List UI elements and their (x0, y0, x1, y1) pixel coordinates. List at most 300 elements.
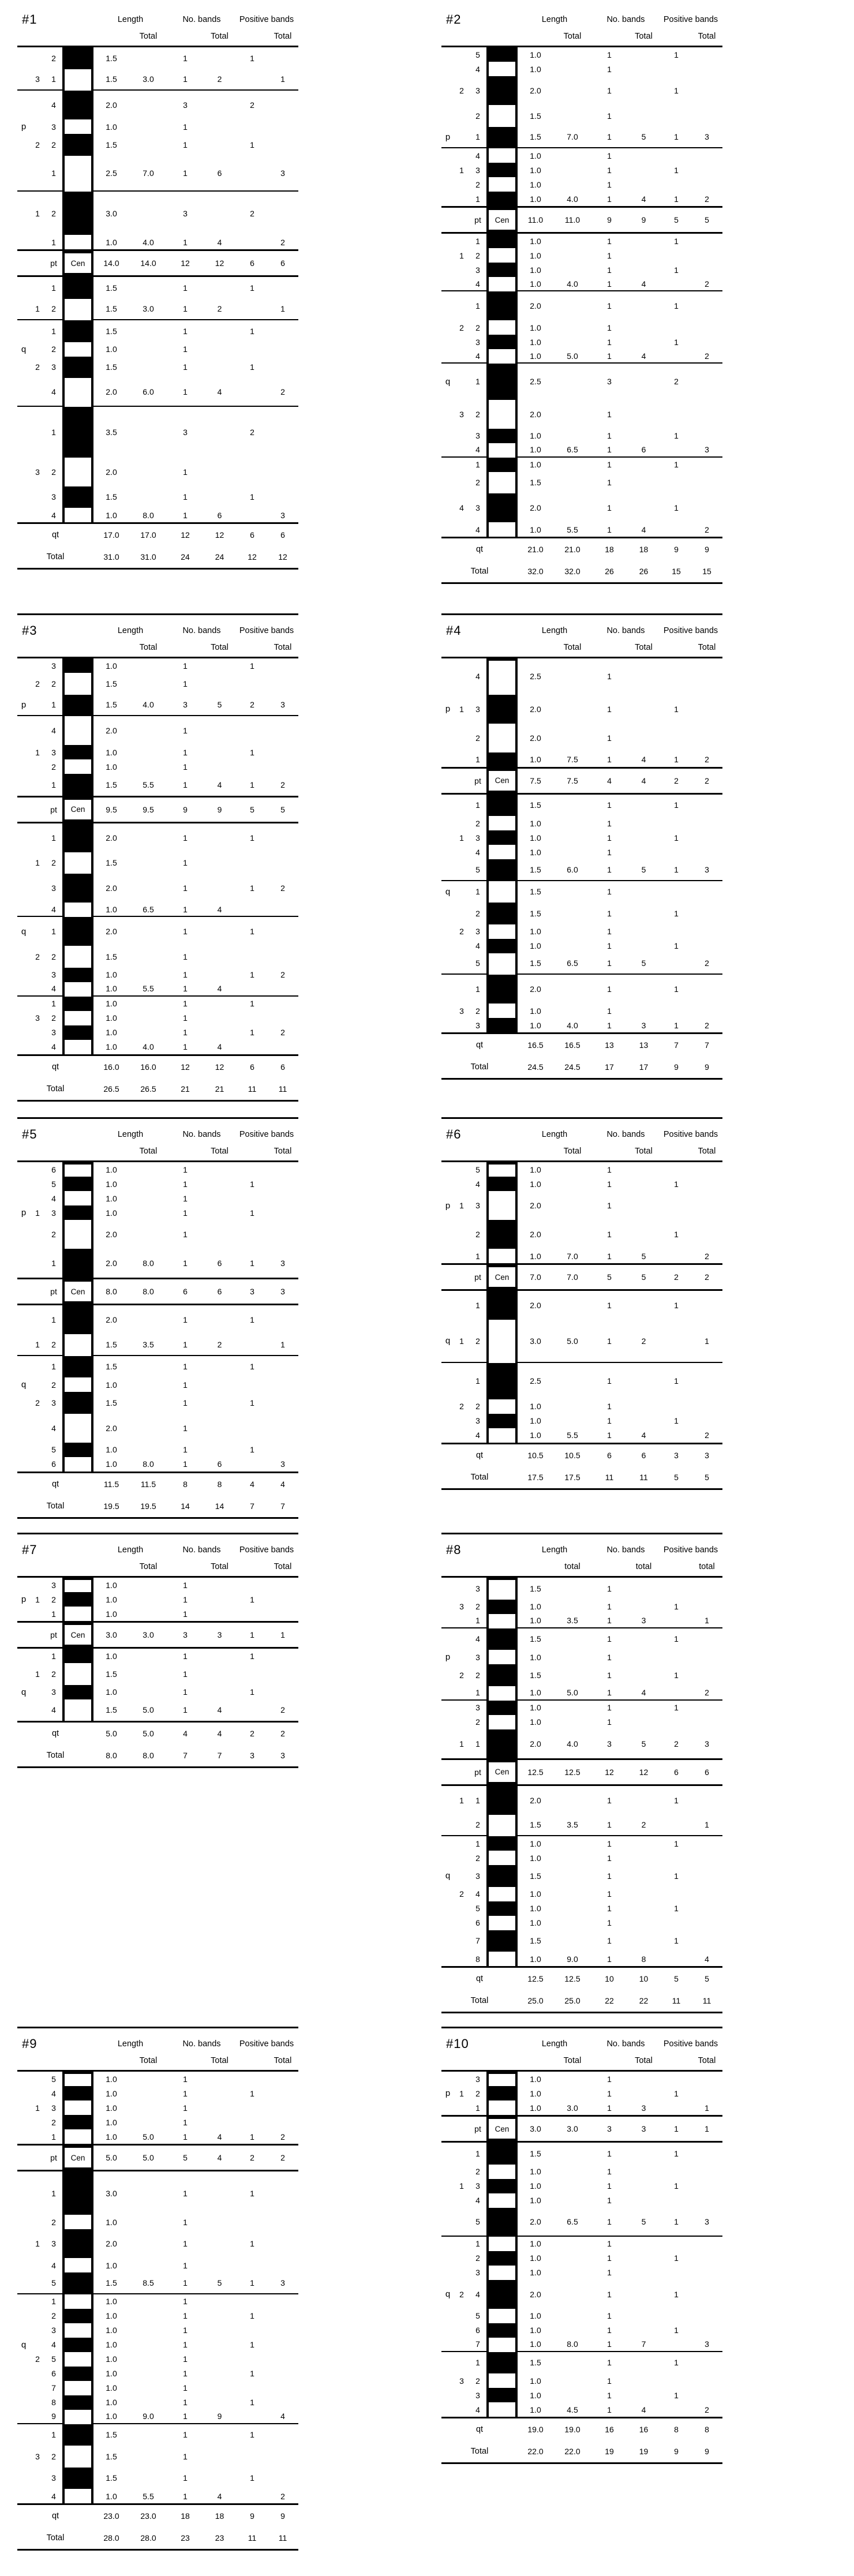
band-label: 5 (475, 50, 480, 59)
cell-length: 2.0 (106, 387, 117, 396)
row-values (93, 874, 298, 903)
cell-positive-bands: 11 (248, 1084, 257, 1094)
pt-label: pt (50, 804, 57, 814)
band-label: 1 (475, 460, 480, 469)
subheader-row (17, 640, 298, 655)
band-row (441, 1320, 722, 1363)
row-labels (441, 335, 486, 349)
no-bands-header: No. bands (182, 2039, 221, 2049)
region-label: 1 (459, 704, 464, 714)
total-row (441, 1056, 722, 1080)
band-label: 1 (475, 1251, 480, 1261)
band-row (17, 903, 298, 917)
band-label: 4 (475, 672, 480, 682)
cell-length-total: 3.0 (567, 2124, 578, 2133)
cell-positive-bands: 1 (250, 833, 254, 843)
row-labels (17, 486, 62, 508)
row-labels (441, 429, 486, 443)
cell-length: 2.0 (106, 1423, 117, 1433)
cell-no-bands-total: 4 (217, 984, 222, 993)
cell-no-bands: 1 (607, 1230, 612, 1239)
row-labels (17, 235, 62, 249)
ideogram-band-dark (486, 47, 518, 62)
row-labels (441, 1220, 486, 1249)
cell-length: 1.0 (530, 1889, 541, 1899)
band-label: 6 (51, 2369, 56, 2378)
cell-length: 3.0 (106, 2188, 117, 2198)
row-values (93, 2505, 298, 2527)
region-label: 1 (35, 1669, 40, 1679)
cell-no-bands: 1 (607, 431, 612, 440)
column-headers (518, 626, 722, 635)
cell-length: 2.5 (530, 377, 541, 387)
band-label: 1 (475, 1301, 480, 1310)
cell-length-total: 6.0 (567, 864, 578, 874)
row-values (518, 1018, 722, 1032)
ideogram-band-light (62, 1220, 93, 1249)
row-values (93, 1249, 298, 1278)
row-values (93, 1723, 298, 1744)
ideogram-band-dark (62, 277, 93, 299)
ideogram-band-dark (62, 1443, 93, 1457)
band-row (17, 2258, 298, 2272)
band-label: 8 (475, 1954, 480, 1964)
cell-no-bands: 19 (605, 2447, 614, 2456)
cell-no-bands-total: 4 (217, 1042, 222, 1051)
cell-positive-bands: 2 (250, 1729, 254, 1738)
band-row (441, 277, 722, 291)
cell-length: 1.0 (106, 904, 117, 914)
ideogram-band-dark (486, 752, 518, 767)
row-values (518, 349, 722, 364)
cell-positive-bands: 3 (250, 1287, 254, 1296)
cell-no-bands: 12 (181, 259, 190, 268)
cell-no-bands: 1 (183, 2311, 188, 2320)
band-label: 2 (475, 1602, 480, 1611)
row-labels (441, 127, 486, 149)
band-row (441, 127, 722, 149)
row-values (93, 1056, 298, 1078)
row-values (518, 769, 722, 793)
cell-length: 1.0 (106, 747, 117, 757)
band-row (17, 2323, 298, 2338)
row-values (518, 208, 722, 232)
cell-positive-bands: 2 (674, 1739, 679, 1748)
band-label: 2 (475, 1336, 480, 1346)
qt-row-label: qt (51, 2511, 59, 2521)
band-row (441, 1162, 722, 1177)
band-label: 3 (475, 1416, 480, 1425)
cell-no-bands: 18 (181, 2511, 190, 2521)
cell-no-bands: 1 (607, 1376, 612, 1386)
cell-no-bands: 1 (607, 111, 612, 121)
row-values (93, 2367, 298, 2381)
row-labels (441, 2402, 486, 2417)
row-values (93, 1191, 298, 1205)
cell-positive-bands: 1 (674, 132, 679, 142)
cell-positive-bands-total: 3 (280, 1459, 285, 1469)
ideogram-band-light (62, 982, 93, 997)
row-labels (441, 1004, 486, 1018)
cell-positive-bands: 1 (674, 431, 679, 440)
arm-label: q (445, 376, 451, 387)
cell-length-total: 9.0 (567, 1954, 578, 1964)
panel-body (17, 658, 298, 1102)
cell-no-bands: 1 (183, 1705, 188, 1715)
ideogram-band-light (62, 2410, 93, 2424)
band-row (17, 1025, 298, 1040)
cell-no-bands: 1 (183, 326, 188, 336)
ideogram-band-light (486, 1650, 518, 1664)
cell-no-bands: 1 (183, 2340, 188, 2349)
row-labels (17, 2258, 62, 2272)
subheader-row (17, 2053, 298, 2068)
cell-length: 1.0 (530, 279, 541, 289)
row-labels (441, 2388, 486, 2402)
cell-no-bands-total: 6 (217, 510, 222, 520)
row-labels (17, 2395, 62, 2410)
cell-length: 1.0 (530, 323, 541, 332)
row-values (518, 2208, 722, 2237)
band-row (441, 975, 722, 1004)
row-labels (17, 1040, 62, 1054)
band-row (17, 2171, 298, 2215)
row-values (93, 2294, 298, 2309)
cell-length: 1.5 (530, 111, 541, 121)
row-values (518, 291, 722, 320)
panel-header-row (441, 1541, 722, 1559)
cell-positive-bands-total: 6 (280, 259, 285, 268)
cell-length: 1.5 (530, 864, 541, 874)
cell-no-bands: 1 (607, 984, 612, 994)
cell-length: 1.0 (530, 1717, 541, 1727)
row-values (518, 795, 722, 817)
cell-positive-bands: 7 (674, 1040, 679, 1050)
cell-positive-bands: 5 (674, 215, 679, 224)
ideogram-band-light (486, 924, 518, 939)
cell-no-bands: 1 (183, 2217, 188, 2227)
cell-length-total: 23.0 (140, 2511, 156, 2521)
cell-no-bands: 1 (183, 679, 188, 688)
no-bands-total-label: Total (635, 643, 653, 652)
ideogram-band-light (62, 1578, 93, 1592)
cell-length: 1.0 (530, 818, 541, 828)
cell-positive-bands: 1 (250, 1179, 254, 1189)
band-label: 1 (51, 1609, 56, 1619)
cell-length-total: 5.0 (567, 1688, 578, 1697)
band-label: 4 (51, 1042, 56, 1051)
cell-positive-bands: 1 (250, 2088, 254, 2098)
row-values (93, 2446, 298, 2468)
ideogram-band-dark (62, 1685, 93, 1699)
cell-length: 2.0 (530, 984, 541, 994)
row-values (93, 407, 298, 458)
cell-positive-bands-total: 2 (280, 237, 285, 247)
band-row (17, 1457, 298, 1472)
subheader-row (441, 640, 722, 655)
row-values (93, 2338, 298, 2352)
band-row (17, 1663, 298, 1685)
cell-no-bands-total: 17 (639, 1062, 649, 1072)
cell-no-bands: 1 (607, 265, 612, 275)
band-row (17, 1578, 298, 1592)
row-labels (17, 695, 62, 717)
cell-no-bands: 1 (183, 1028, 188, 1037)
row-values (518, 1952, 722, 1966)
no-bands-header: No. bands (606, 1130, 645, 1139)
ideogram-band-dark (62, 1356, 93, 1378)
ideogram-band-light (486, 1578, 518, 1600)
row-values (518, 2388, 722, 2402)
cell-length-total: 7.0 (567, 1272, 578, 1282)
cell-no-bands: 1 (183, 140, 188, 149)
band-label: 8 (51, 2398, 56, 2407)
row-values (518, 752, 722, 767)
cell-no-bands-total: 4 (217, 904, 222, 914)
cell-positive-bands: 1 (250, 2188, 254, 2198)
ideogram-band-light (486, 1715, 518, 1729)
row-labels (17, 69, 62, 91)
ideogram-band-light (62, 1663, 93, 1685)
cell-positive-bands-total: 3 (705, 445, 709, 454)
cell-positive-bands-total: 2 (705, 2405, 709, 2414)
band-row (17, 2367, 298, 2381)
centromere-box: Cen (486, 2117, 518, 2141)
cell-length: 2.0 (530, 1230, 541, 1239)
band-row (17, 2489, 298, 2503)
cell-positive-bands: 1 (250, 2369, 254, 2378)
cell-length: 2.0 (530, 2289, 541, 2299)
band-label: 4 (475, 941, 480, 950)
qt-row (441, 1032, 722, 1056)
band-label: 4 (475, 151, 480, 160)
ideogram-band-light (62, 119, 93, 134)
band-row (441, 1220, 722, 1249)
cell-no-bands: 1 (183, 2278, 188, 2287)
arm-label: p (445, 2088, 451, 2098)
cell-positive-bands: 1 (674, 2124, 679, 2133)
cell-positive-bands-total: 11 (702, 1996, 711, 2005)
cell-no-bands: 1 (183, 53, 188, 63)
band-label: 1 (475, 1839, 480, 1848)
band-row (441, 76, 722, 105)
row-values (93, 458, 298, 486)
cell-positive-bands: 1 (674, 2181, 679, 2191)
band-row (17, 2215, 298, 2229)
cell-positive-bands: 1 (674, 1020, 679, 1030)
band-label: 2 (51, 140, 56, 149)
cell-length: 1.0 (530, 1616, 541, 1625)
cell-no-bands: 1 (607, 672, 612, 682)
cell-length: 1.0 (106, 2103, 117, 2113)
centromere-row (17, 796, 298, 823)
band-label: 5 (475, 1165, 480, 1174)
band-row (17, 69, 298, 91)
ideogram-band-light (486, 2266, 518, 2280)
cell-length-total: 5.5 (143, 780, 154, 789)
cell-positive-bands-total: 1 (280, 74, 285, 84)
row-labels (17, 119, 62, 134)
cell-length: 1.0 (530, 2181, 541, 2191)
panel-top-rule (17, 1117, 298, 1119)
no-bands-total-label: total (635, 1562, 652, 1571)
row-labels (17, 759, 62, 774)
region-label: 1 (459, 1336, 464, 1346)
band-label: 1 (475, 887, 480, 897)
centromere-box: Cen (486, 208, 518, 232)
row-values (518, 1786, 722, 1815)
cell-no-bands: 1 (607, 1889, 612, 1899)
arm-label: q (445, 2289, 451, 2299)
ideogram-band-light (486, 2193, 518, 2208)
band-label: 1 (475, 2239, 480, 2248)
cell-positive-bands: 2 (250, 427, 254, 437)
band-row (441, 443, 722, 458)
cell-length: 16.0 (103, 1062, 119, 1072)
row-labels (17, 47, 62, 69)
row-labels (17, 658, 62, 673)
panel-top-rule (441, 613, 722, 615)
cell-length: 1.5 (106, 2278, 117, 2287)
cell-no-bands: 1 (183, 2491, 188, 2501)
cell-positive-bands: 1 (250, 927, 254, 936)
band-label: 2 (51, 2311, 56, 2320)
cell-length: 1.0 (530, 1402, 541, 1411)
cell-length-total: 5.5 (143, 2491, 154, 2501)
qt-row-label: qt (51, 1062, 59, 1072)
cell-length: 1.0 (530, 179, 541, 189)
length-header: Length (541, 626, 568, 635)
cell-no-bands-total: 9 (217, 2412, 222, 2421)
cell-length-total: 24.5 (564, 1062, 580, 1072)
cell-no-bands: 1 (607, 478, 612, 488)
cell-no-bands: 1 (607, 2311, 612, 2320)
positive-bands-total-label: total (699, 1562, 715, 1571)
cell-positive-bands-total: 15 (702, 567, 711, 576)
row-labels (17, 2171, 62, 2215)
band-label: 1 (51, 2297, 56, 2306)
band-row (441, 177, 722, 192)
band-label: 4 (475, 2289, 480, 2299)
cell-no-bands: 1 (607, 460, 612, 469)
row-values (518, 234, 722, 248)
band-row (17, 299, 298, 321)
row-labels (441, 177, 486, 192)
row-values (518, 1056, 722, 1078)
band-row (17, 2115, 298, 2129)
cell-length-total: 7.5 (567, 755, 578, 764)
cell-no-bands: 1 (183, 1580, 188, 1590)
row-labels (441, 1760, 486, 1784)
total-row-label: Total (46, 1501, 65, 1511)
cell-positive-bands-total: 2 (705, 776, 709, 785)
band-label: 4 (51, 984, 56, 993)
cell-length: 2.0 (530, 503, 541, 512)
cell-length: 2.0 (106, 1230, 117, 1239)
band-row (441, 1428, 722, 1443)
cell-positive-bands: 1 (674, 1230, 679, 1239)
ideogram-band-light (62, 156, 93, 192)
cell-no-bands-total: 5 (641, 1272, 646, 1282)
cell-positive-bands-total: 3 (705, 864, 709, 874)
region-label: 2 (459, 323, 464, 332)
ideogram-band-dark (62, 2309, 93, 2323)
cell-length: 1.0 (106, 1042, 117, 1051)
centromere-box: Cen (62, 1623, 93, 1647)
region-label: 1 (459, 2088, 464, 2098)
row-values (518, 1916, 722, 1930)
cell-positive-bands: 1 (250, 999, 254, 1008)
row-labels (17, 1443, 62, 1457)
ideogram-band-dark (486, 1177, 518, 1191)
band-row (17, 2338, 298, 2352)
row-values (518, 658, 722, 695)
cell-length: 1.5 (530, 887, 541, 897)
region-label: 1 (459, 1201, 464, 1210)
cell-length: 2.0 (530, 1795, 541, 1805)
row-values (518, 975, 722, 1004)
row-labels (441, 349, 486, 364)
cell-no-bands-total: 7 (641, 2339, 646, 2349)
row-values (518, 924, 722, 939)
region-label: 2 (459, 1889, 464, 1899)
ideogram-band-dark (486, 859, 518, 881)
cell-no-bands-total: 3 (641, 1020, 646, 1030)
band-label: 3 (51, 122, 56, 132)
row-labels (17, 1305, 62, 1334)
band-row (17, 1177, 298, 1191)
cell-positive-bands-total: 2 (705, 958, 709, 968)
cell-length: 1.0 (530, 250, 541, 260)
row-values (518, 163, 722, 177)
band-label: 2 (475, 323, 480, 332)
row-values (518, 2323, 722, 2338)
centromere-box: Cen (62, 1279, 93, 1304)
ideogram-band-dark (486, 234, 518, 248)
cell-length: 1.0 (106, 1459, 117, 1469)
band-label: 1 (475, 984, 480, 994)
row-values (93, 1177, 298, 1191)
cell-positive-bands-total: 3 (280, 168, 285, 178)
cell-positive-bands: 1 (674, 1301, 679, 1310)
cell-length: 1.0 (106, 345, 117, 354)
row-values (518, 1220, 722, 1249)
ideogram-band-light (62, 1040, 93, 1054)
ideogram-band-light (486, 472, 518, 494)
ideogram-band-dark (486, 939, 518, 953)
cell-length: 1.5 (106, 780, 117, 789)
band-row (441, 1614, 722, 1628)
ideogram-band-dark (62, 2171, 93, 2215)
row-values (93, 982, 298, 997)
region-label: 1 (35, 304, 40, 314)
band-label: 1 (475, 1795, 480, 1805)
band-label: 5 (51, 2354, 56, 2364)
cell-length: 1.5 (106, 700, 117, 710)
cell-length-total: 4.0 (567, 194, 578, 204)
band-label: 3 (51, 883, 56, 893)
row-values (93, 251, 298, 275)
row-labels (441, 493, 486, 522)
ideogram-band-dark (486, 2251, 518, 2266)
cell-no-bands-total: 9 (641, 215, 646, 224)
band-label: 2 (51, 1013, 56, 1023)
row-labels (17, 1457, 62, 1472)
band-row (17, 1191, 298, 1205)
ideogram-band-light (62, 2215, 93, 2229)
row-labels (441, 975, 486, 1004)
band-label: 3 (475, 86, 480, 95)
